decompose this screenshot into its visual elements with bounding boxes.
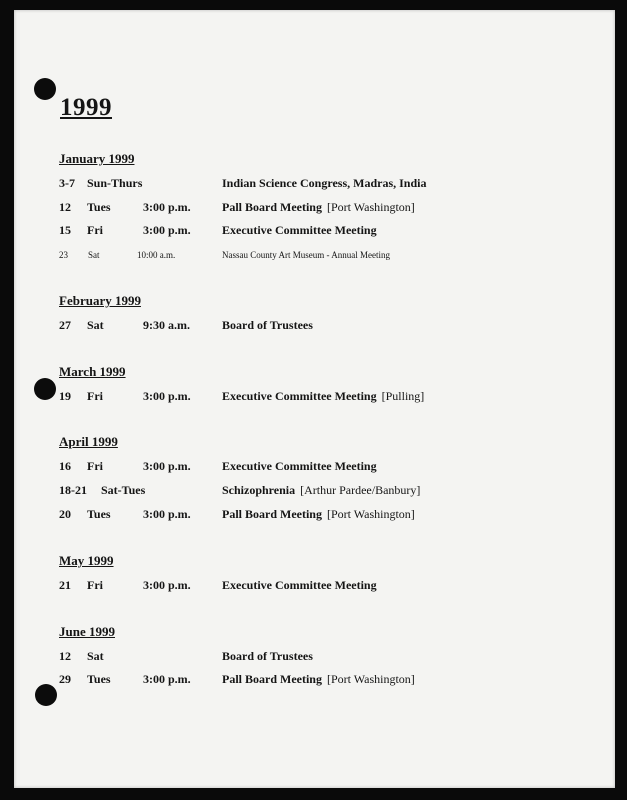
event-row xyxy=(14,578,615,596)
event-location-note: [Port Washington] xyxy=(326,672,415,686)
event-row xyxy=(14,389,615,407)
event-row xyxy=(14,223,615,241)
event-day: 29 xyxy=(59,672,71,686)
event-title: Executive Committee Meeting xyxy=(222,389,377,403)
event-day: 21 xyxy=(59,578,71,592)
event-weekday: Sat xyxy=(87,649,104,663)
event-day: 12 xyxy=(59,649,71,663)
event-weekday: Tues xyxy=(87,672,111,686)
event-time: 3:00 p.m. xyxy=(143,672,191,686)
month-heading-february: February 1999 xyxy=(59,293,141,308)
event-title: Nassau County Art Museum - Annual Meeting xyxy=(222,250,390,260)
event-entry xyxy=(222,507,415,522)
event-title: Schizophrenia xyxy=(222,483,296,497)
event-title: Executive Committee Meeting xyxy=(222,578,377,592)
event-title: Executive Committee Meeting xyxy=(222,223,377,237)
event-row xyxy=(14,507,615,525)
month-heading-january: January 1999 xyxy=(59,151,135,166)
month-heading-may: May 1999 xyxy=(59,553,114,568)
event-day: 15 xyxy=(59,223,71,237)
event-row xyxy=(14,318,615,336)
event-time: 9:30 a.m. xyxy=(143,318,190,332)
event-weekday: Tues xyxy=(87,200,111,214)
event-time: 3:00 p.m. xyxy=(143,223,191,237)
event-title: Pall Board Meeting xyxy=(222,200,322,214)
event-day: 27 xyxy=(59,318,71,332)
event-day: 3-7 xyxy=(59,176,75,190)
event-time: 10:00 a.m. xyxy=(137,250,176,260)
event-time: 3:00 p.m. xyxy=(143,507,191,521)
event-row xyxy=(14,483,615,501)
event-weekday: Sat xyxy=(87,318,104,332)
month-heading-april: April 1999 xyxy=(59,434,118,449)
event-row xyxy=(14,200,615,218)
event-weekday: Sat-Tues xyxy=(101,483,146,497)
event-row xyxy=(14,250,615,268)
event-weekday: Sun-Thurs xyxy=(87,176,143,190)
event-time: 3:00 p.m. xyxy=(143,459,191,473)
event-day: 20 xyxy=(59,507,71,521)
document-page xyxy=(14,10,615,788)
event-day: 23 xyxy=(59,250,68,260)
event-title: Executive Committee Meeting xyxy=(222,459,377,473)
event-weekday: Fri xyxy=(87,459,103,473)
event-entry xyxy=(222,389,424,404)
event-row xyxy=(14,459,615,477)
event-weekday: Fri xyxy=(87,578,103,592)
event-day: 18-21 xyxy=(59,483,87,497)
event-location-note: [Arthur Pardee/Banbury] xyxy=(300,483,421,497)
event-entry xyxy=(222,200,415,215)
event-title: Indian Science Congress, Madras, India xyxy=(222,176,427,190)
event-location-note: [Port Washington] xyxy=(326,507,415,521)
event-title: Pall Board Meeting xyxy=(222,672,322,686)
event-day: 19 xyxy=(59,389,71,403)
event-entry xyxy=(222,672,415,687)
event-weekday: Fri xyxy=(87,389,103,403)
event-location-note: [Pulling] xyxy=(381,389,425,403)
month-heading-june: June 1999 xyxy=(59,624,115,639)
month-heading-march: March 1999 xyxy=(59,364,126,379)
event-title: Pall Board Meeting xyxy=(222,507,322,521)
event-weekday: Fri xyxy=(87,223,103,237)
event-weekday: Sat xyxy=(88,250,100,260)
event-row xyxy=(14,672,615,690)
event-time: 3:00 p.m. xyxy=(143,200,191,214)
event-title: Board of Trustees xyxy=(222,318,313,332)
event-day: 16 xyxy=(59,459,71,473)
event-day: 12 xyxy=(59,200,71,214)
event-time: 3:00 p.m. xyxy=(143,389,191,403)
page-title: 1999 xyxy=(60,94,112,121)
event-row xyxy=(14,176,615,194)
event-location-note: [Port Washington] xyxy=(326,200,415,214)
event-title: Board of Trustees xyxy=(222,649,313,663)
event-row xyxy=(14,649,615,667)
punch-hole-top xyxy=(34,78,56,100)
event-entry xyxy=(222,483,420,498)
event-weekday: Tues xyxy=(87,507,111,521)
event-time: 3:00 p.m. xyxy=(143,578,191,592)
